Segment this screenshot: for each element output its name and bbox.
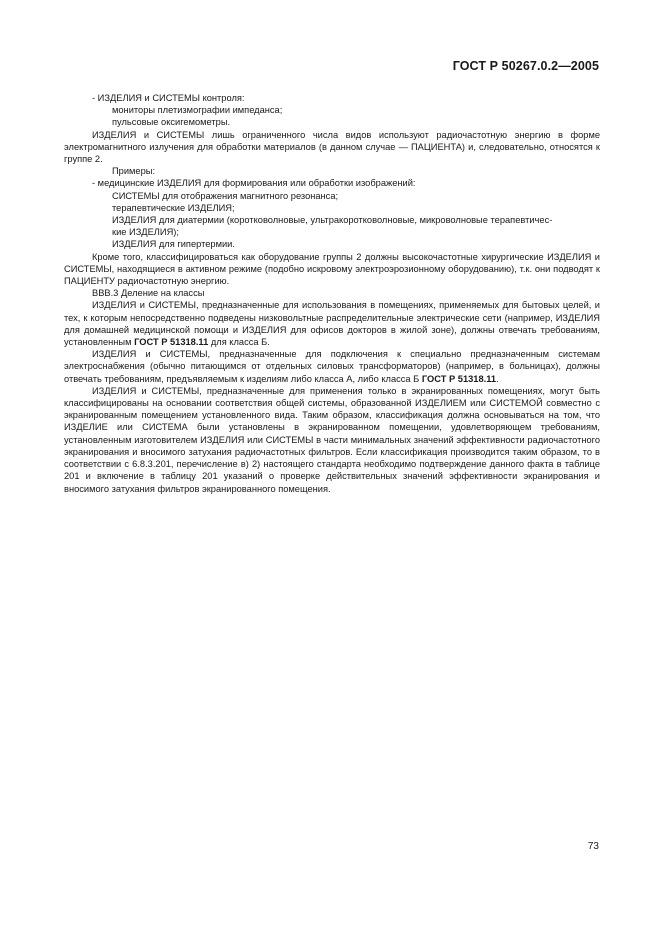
paragraph-text: ИЗДЕЛИЯ и СИСТЕМЫ, предназначенные для подключения к специально предназначенным системам электроснабжения (обычно питающимся от отдельных силовых трансформаторов) (например, в больницах), должны отвечать требованиям, предъявляемым к изделиям либо класса А, либо класса Б bbox=[64, 349, 600, 384]
paragraph-text: . bbox=[496, 373, 499, 384]
standard-header: ГОСТ Р 50267.0.2—2005 bbox=[452, 59, 599, 73]
section-heading: ВВВ.3 Деление на классы bbox=[92, 288, 205, 299]
list-item: терапевтические ИЗДЕЛИЯ; bbox=[112, 202, 235, 213]
paragraph: ИЗДЕЛИЯ и СИСТЕМЫ лишь ограниченного числа видов используют радиочастотную энергию в форме электромагнитного излучения для обработки материалов (в данном случае — ПАЦИЕНТА) и, следовательно, относятся к группе 2. bbox=[64, 129, 600, 165]
standard-reference: ГОСТ Р 51318.11 bbox=[134, 337, 209, 348]
document-body bbox=[64, 92, 600, 495]
list-item-continuation: кие ИЗДЕЛИЯ); bbox=[112, 227, 179, 238]
list-item: пульсовые оксигемометры. bbox=[112, 117, 231, 128]
standard-reference: ГОСТ Р 51318.11 bbox=[421, 373, 497, 384]
list-item: мониторы плетизмографии импеданса; bbox=[112, 105, 283, 116]
paragraph: Кроме того, классифицироваться как оборудование группы 2 должны высокочастотные хирургические ИЗДЕЛИЯ и СИСТЕМЫ, находящиеся в активном режиме (подобно искровому электроэрозионному оборудованию), т.к. они подводят к ПАЦИЕНТУ радиочастотную энергию. bbox=[64, 251, 600, 287]
paragraph: - медицинские ИЗДЕЛИЯ для формирования или обработки изображений: bbox=[92, 178, 416, 189]
paragraph-text: ИЗДЕЛИЯ и СИСТЕМЫ, предназначенные для использования в помещениях, применяемых для бытовых целей, и тех, к которым непосредственно подведены низковольтные распределительные электрические сети (например, ИЗДЕЛИЯ для домашней медицинской помощи и ИЗДЕЛИЯ для офисов докторов в жилой зоне), должны отвечать требованиям, установленным bbox=[64, 300, 600, 348]
paragraph bbox=[64, 348, 600, 385]
paragraph: - ИЗДЕЛИЯ и СИСТЕМЫ контроля: bbox=[92, 93, 245, 103]
list-item: ИЗДЕЛИЯ для диатермии (коротковолновые, ультракоротковолновые, микроволновые терапевтичес- bbox=[112, 215, 553, 226]
paragraph: ИЗДЕЛИЯ и СИСТЕМЫ, предназначенные для применения только в экранированных помещениях, могут быть классифицированы на основании соответствия общей системы, образованной ИЗДЕЛИЕМ или СИСТЕМОЙ совместно с экранированным помещением установленного вида. Таким образом, классификация должна основываться на том, что ИЗДЕЛИЕ или СИСТЕМА были установлены в экранированном помещении, удовлетворяющем требованиям, установленным изготовителем ИЗДЕЛИЯ или СИСТЕМЫ в части минимальных значений эффективности радиочастотного экранирования и вносимого затухания радиочастотных фильтров. Если классификация производится таким образом, то в соответствии с 6.8.3.201, перечисление в) 2) настоящего стандарта необходимо подтверждение данного факта в таблице 201 и включение в таблицу 201 указаний о проверке действительных значений эффективности экранирования и вносимого затухания фильтров экранированного помещения. bbox=[64, 385, 600, 494]
page-number: 73 bbox=[587, 841, 599, 852]
list-item: ИЗДЕЛИЯ для гипертермии. bbox=[112, 239, 235, 250]
paragraph bbox=[64, 299, 600, 348]
list-item: СИСТЕМЫ для отображения магнитного резонанса; bbox=[112, 190, 339, 201]
paragraph-text: для класса Б. bbox=[210, 337, 270, 348]
examples-label: Примеры: bbox=[112, 166, 156, 177]
